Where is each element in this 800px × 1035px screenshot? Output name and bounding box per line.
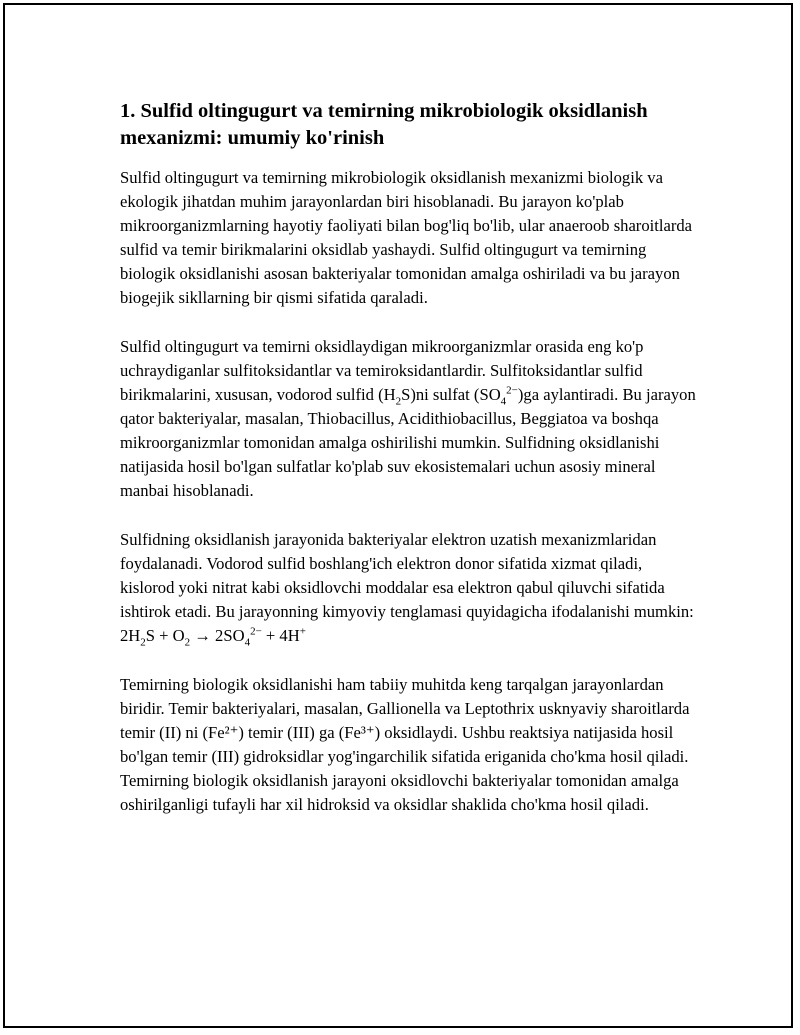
section-heading: 1. Sulfid oltingugurt va temirning mikrobiologik oksidlanish mexanizmi: umumiy ko'rinish <box>120 100 648 149</box>
p2-text-1: Sulfid oltingugurt va temirni oksidlaydigan mikroorganizmlar orasida eng ko'p uchraydiganlar sulfitoksidantlar va temiroksidantlardir. Sulfitoksidantlar sulfid birikmalarini, xususan, vodorod sulfid (H <box>120 337 644 404</box>
eq-part: S + O <box>145 626 185 645</box>
p2-text-2: S)ni sulfat (SO <box>401 385 501 404</box>
eq-sub: 4 <box>244 636 251 649</box>
document-body <box>120 98 700 842</box>
h2s-subscript: 2 <box>395 395 402 408</box>
page-frame <box>3 3 793 1028</box>
eq-sub: 2 <box>140 636 146 649</box>
so4-charge: 2− <box>506 384 518 397</box>
p3-text: Sulfidning oksidlanish jarayonida bakteriyalar elektron uzatish mexanizmlaridan foydalanadi. Vodorod sulfid boshlang'ich elektron donor sifatida xizmat qiladi, kislorod yoki nitrat kabi oksidlovchi moddalar esa elektron qabul qiluvchi sifatida ishtirok etadi. Bu jarayonning kimyoviy tenglamasi quyidagicha ifodalanishi mumkin: <box>120 530 694 621</box>
eq-part: 2H <box>120 626 141 645</box>
p2-text-3: )ga aylantiradi. Bu jarayon qator bakteriyalar, masalan, Thiobacillus, Acidithiobacillus, Beggiatoa va boshqa mikroorganizmlar tomonidan amalga oshirilishi mumkin. Sulfidning oksidlanishi natijasida hosil bo'lgan sulfatlar ko'plab suv ekosistemalari uchun asosiy mineral manbai hisoblanadi. <box>120 385 696 500</box>
eq-sub: 2 <box>184 636 191 649</box>
paragraph-3 <box>120 528 700 648</box>
eq-sup: 2− <box>250 625 262 638</box>
eq-part: + 4H <box>261 626 300 645</box>
eq-part: → 2SO <box>190 626 245 645</box>
chemical-equation <box>120 625 306 649</box>
paragraph-2 <box>120 335 700 503</box>
eq-sup: + <box>299 625 306 638</box>
paragraph-1: Sulfid oltingugurt va temirning mikrobiologik oksidlanish mexanizmi biologik va ekologik jihatdan muhim jarayonlardan biri hisoblanadi. Bu jarayon ko'plab mikroorganizmlarning hayotiy faoliyati bilan bog'liq bo'lib, ular anaeroob sharoitlarda sulfid va temir birikmalarini oksidlab yashaydi. Sulfid oltingugurt va temirning biologik oksidlanishi asosan bakteriyalar tomonidan amalga oshiriladi va bu jarayon biogejik sikllarning bir qismi sifatida qaraladi. <box>120 168 693 307</box>
so4-subscript: 4 <box>500 395 507 408</box>
paragraph-4: Temirning biologik oksidlanishi ham tabiiy muhitda keng tarqalgan jarayonlardan biridir. Temir bakteriyalari, masalan, Gallionella va Leptothrix usknyaviy sharoitlarda temir (II) ni (Fe²⁺) temir (III) ga (Fe³⁺) oksidlaydi. Ushbu reaktsiya natijasida hosil bo'lgan temir (III) gidroksidlar yog'ingarchilik sifatida eriganida cho'kma hosil qiladi. Temirning biologik oksidlanish jarayoni oksidlovchi bakteriyalar tomonidan amalga oshirilganligi tufayli har xil hidroksid va oksidlar shaklida cho'kma hosil qiladi. <box>120 675 690 814</box>
